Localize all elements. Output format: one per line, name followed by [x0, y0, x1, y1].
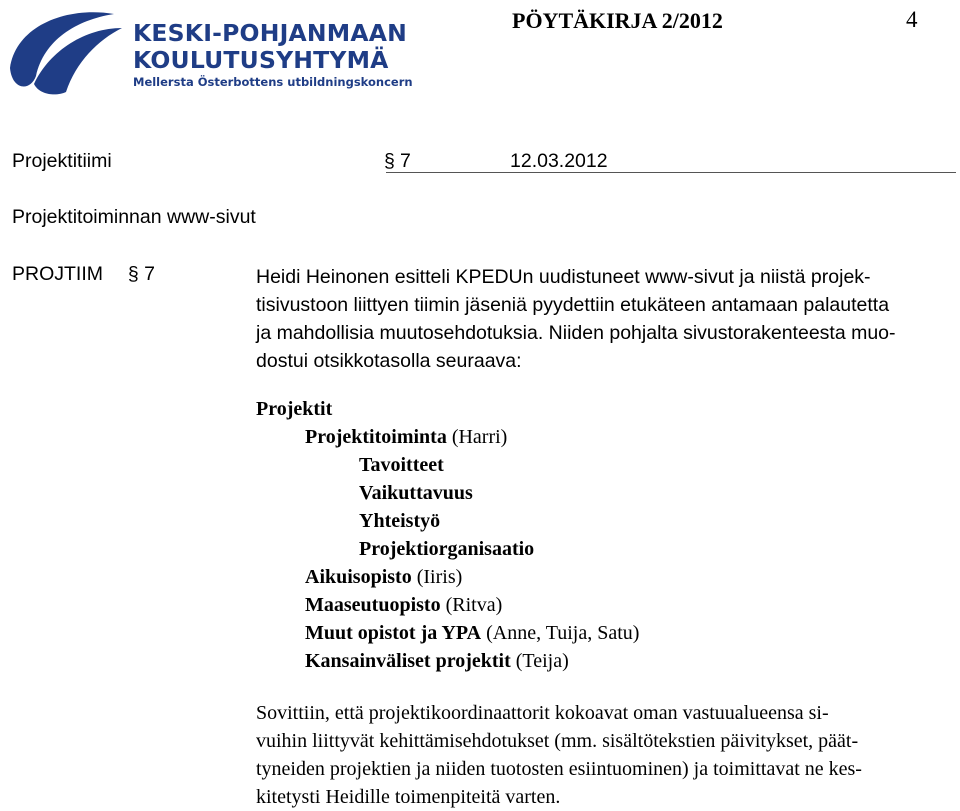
section-label-code: PROJTIIM — [12, 263, 103, 285]
committee-name: Projektitiimi — [12, 150, 112, 172]
section-heading: Projektitoiminnan www-sivut — [12, 206, 256, 228]
intro-line: Heidi Heinonen esitteli KPEDUn uudistuneet www-sivut ja niistä projek- — [256, 266, 871, 288]
decision-line: tyneiden projektien ja niiden tuotosten esiintuominen) ja toimittavat ne kes- — [256, 758, 862, 780]
meeting-meta-row — [0, 150, 960, 178]
structure-item-title: Vaikuttavuus — [359, 482, 473, 504]
structure-item — [256, 423, 956, 451]
structure-item-title: Muut opistot ja YPA — [305, 622, 482, 644]
structure-item-title: Maaseutuopisto — [305, 594, 441, 616]
section-label — [12, 263, 155, 286]
section-sign: § — [384, 150, 395, 172]
structure-item-title: Kansainväliset projektit — [305, 650, 511, 672]
structure-item — [256, 647, 956, 675]
structure-item — [256, 395, 956, 423]
structure-item — [256, 535, 956, 563]
structure-item-title: Aikuisopisto — [305, 566, 412, 588]
structure-item-owner: (Teija) — [510, 650, 569, 672]
site-structure-list — [256, 395, 956, 675]
intro-paragraph — [256, 263, 956, 375]
structure-item-owner: (Iiris) — [411, 566, 463, 588]
logo-line-3: Mellersta Österbottens utbildningskoncern — [133, 75, 413, 89]
structure-item-owner: (Harri) — [446, 426, 508, 448]
logo-swoosh-icon — [6, 6, 126, 96]
structure-item — [256, 563, 956, 591]
structure-item — [256, 591, 956, 619]
logo-line-2: KOULUTUSYHTYMÄ — [133, 46, 389, 74]
header-divider — [386, 172, 956, 173]
structure-item-title: Yhteistyö — [359, 510, 441, 532]
structure-item — [256, 507, 956, 535]
section-number: 7 — [400, 150, 411, 172]
section-label-number: 7 — [144, 263, 155, 285]
structure-item-owner: (Anne, Tuija, Satu) — [481, 622, 640, 644]
decision-paragraph — [256, 699, 956, 811]
decision-line: Sovittiin, että projektikoordinaattorit kokoavat oman vastuualueensa si- — [256, 702, 829, 724]
decision-line: vuihin liittyvät kehittämisehdotukset (mm. sisältötekstien päivitykset, päät- — [256, 730, 859, 752]
document-title: PÖYTÄKIRJA 2/2012 — [512, 8, 723, 33]
page-number: 4 — [906, 7, 918, 32]
structure-item — [256, 451, 956, 479]
organization-logo — [6, 6, 413, 96]
logo-wordmark — [133, 20, 413, 90]
decision-line: kitetysti Heidille toimenpiteitä varten. — [256, 786, 561, 808]
structure-item-title: Projektitoiminta — [305, 426, 447, 448]
intro-line: dostui otsikkotasolla seuraava: — [256, 350, 522, 372]
structure-item-title: Projektit — [256, 398, 333, 420]
structure-item-owner: (Ritva) — [440, 594, 503, 616]
logo-line-1: KESKI-POHJANMAAN — [133, 19, 407, 47]
intro-line: ja mahdollisia muutosehdotuksia. Niiden pohjalta sivustorakenteesta muo- — [256, 322, 896, 344]
structure-item — [256, 619, 956, 647]
section-label-sign: § — [127, 263, 139, 285]
structure-item-title: Tavoitteet — [359, 454, 444, 476]
structure-item-title: Projektiorganisaatio — [359, 538, 535, 560]
meeting-date: 12.03.2012 — [510, 150, 608, 172]
intro-line: tisivustoon liittyen tiimin jäseniä pyydettiin etukäteen antamaan palautetta — [256, 294, 890, 316]
structure-item — [256, 479, 956, 507]
